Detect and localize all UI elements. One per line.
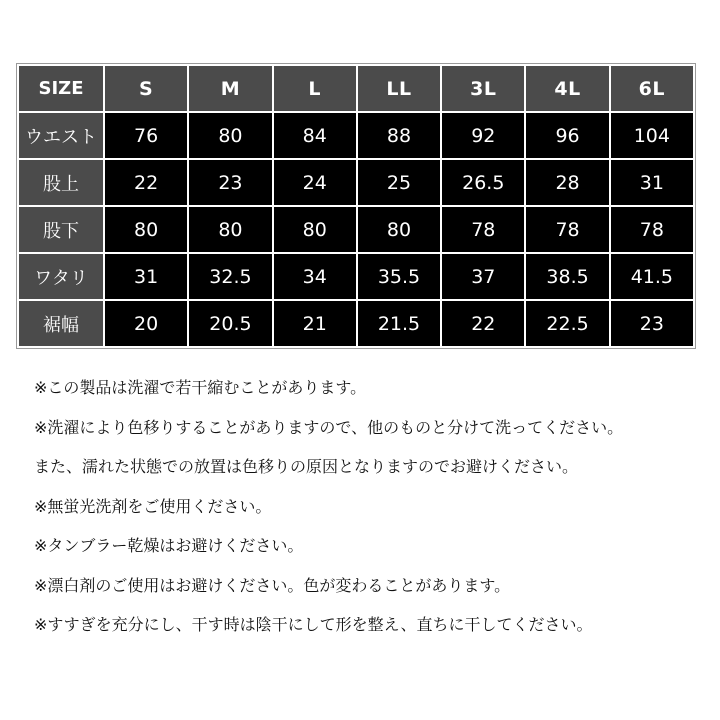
care-note: また、濡れた状態での放置は色移りの原因となりますのでお避けください。 xyxy=(34,457,579,476)
table-cell: 21.5 xyxy=(358,301,440,346)
care-note: ※洗濯により色移りすることがありますので、他のものと分けて洗ってください。 xyxy=(34,417,624,437)
table-cell: 41.5 xyxy=(611,254,693,299)
table-cell: 84 xyxy=(274,113,356,158)
row-label-hem-width: 裾幅 xyxy=(19,301,103,346)
table-cell: 80 xyxy=(274,207,356,252)
table-cell: 78 xyxy=(526,207,608,252)
size-header-m: M xyxy=(189,66,271,111)
table-cell: 20 xyxy=(105,301,187,346)
table-cell: 22 xyxy=(442,301,524,346)
care-note: ※この製品は洗濯で若干縮むことがあります。 xyxy=(34,378,367,397)
table-cell: 23 xyxy=(611,301,693,346)
care-note: ※漂白剤のご使用はお避けください。色が変わることがあります。 xyxy=(34,575,511,595)
table-cell: 76 xyxy=(105,113,187,158)
table-cell: 22 xyxy=(105,160,187,205)
table-cell: 21 xyxy=(274,301,356,346)
table-cell: 80 xyxy=(189,207,271,252)
table-cell: 34 xyxy=(274,254,356,299)
table-cell: 35.5 xyxy=(358,254,440,299)
row-label-thigh: ワタリ xyxy=(19,254,103,299)
table-cell: 92 xyxy=(442,113,524,158)
table-cell: 37 xyxy=(442,254,524,299)
table-cell: 20.5 xyxy=(189,301,271,346)
table-cell: 23 xyxy=(189,160,271,205)
size-header-3l: 3L xyxy=(442,66,524,111)
table-cell: 31 xyxy=(611,160,693,205)
table-cell: 25 xyxy=(358,160,440,205)
table-cell: 28 xyxy=(526,160,608,205)
table-cell: 104 xyxy=(611,113,693,158)
table-cell: 22.5 xyxy=(526,301,608,346)
row-label-rise: 股上 xyxy=(19,160,103,205)
table-cell: 26.5 xyxy=(442,160,524,205)
table-cell: 32.5 xyxy=(189,254,271,299)
size-header-corner: SIZE xyxy=(19,66,103,111)
table-cell: 96 xyxy=(526,113,608,158)
table-cell: 80 xyxy=(358,207,440,252)
table-cell: 80 xyxy=(105,207,187,252)
care-note: ※タンブラー乾燥はお避けください。 xyxy=(34,536,304,555)
size-header-l: L xyxy=(274,66,356,111)
table-cell: 78 xyxy=(611,207,693,252)
care-note: ※すすぎを充分にし、干す時は陰干にして形を整え、直ちに干してください。 xyxy=(34,615,593,634)
size-header-6l: 6L xyxy=(611,66,693,111)
table-cell: 88 xyxy=(358,113,440,158)
table-cell: 78 xyxy=(442,207,524,252)
table-cell: 31 xyxy=(105,254,187,299)
table-cell: 38.5 xyxy=(526,254,608,299)
size-header-s: S xyxy=(105,66,187,111)
care-note: ※無蛍光洗剤をご使用ください。 xyxy=(34,496,272,516)
table-cell: 80 xyxy=(189,113,271,158)
size-table xyxy=(16,63,696,349)
row-label-waist: ウエスト xyxy=(19,113,103,158)
row-label-inseam: 股下 xyxy=(19,207,103,252)
table-cell: 24 xyxy=(274,160,356,205)
size-header-ll: LL xyxy=(358,66,440,111)
care-notes xyxy=(34,373,704,650)
size-header-4l: 4L xyxy=(526,66,608,111)
